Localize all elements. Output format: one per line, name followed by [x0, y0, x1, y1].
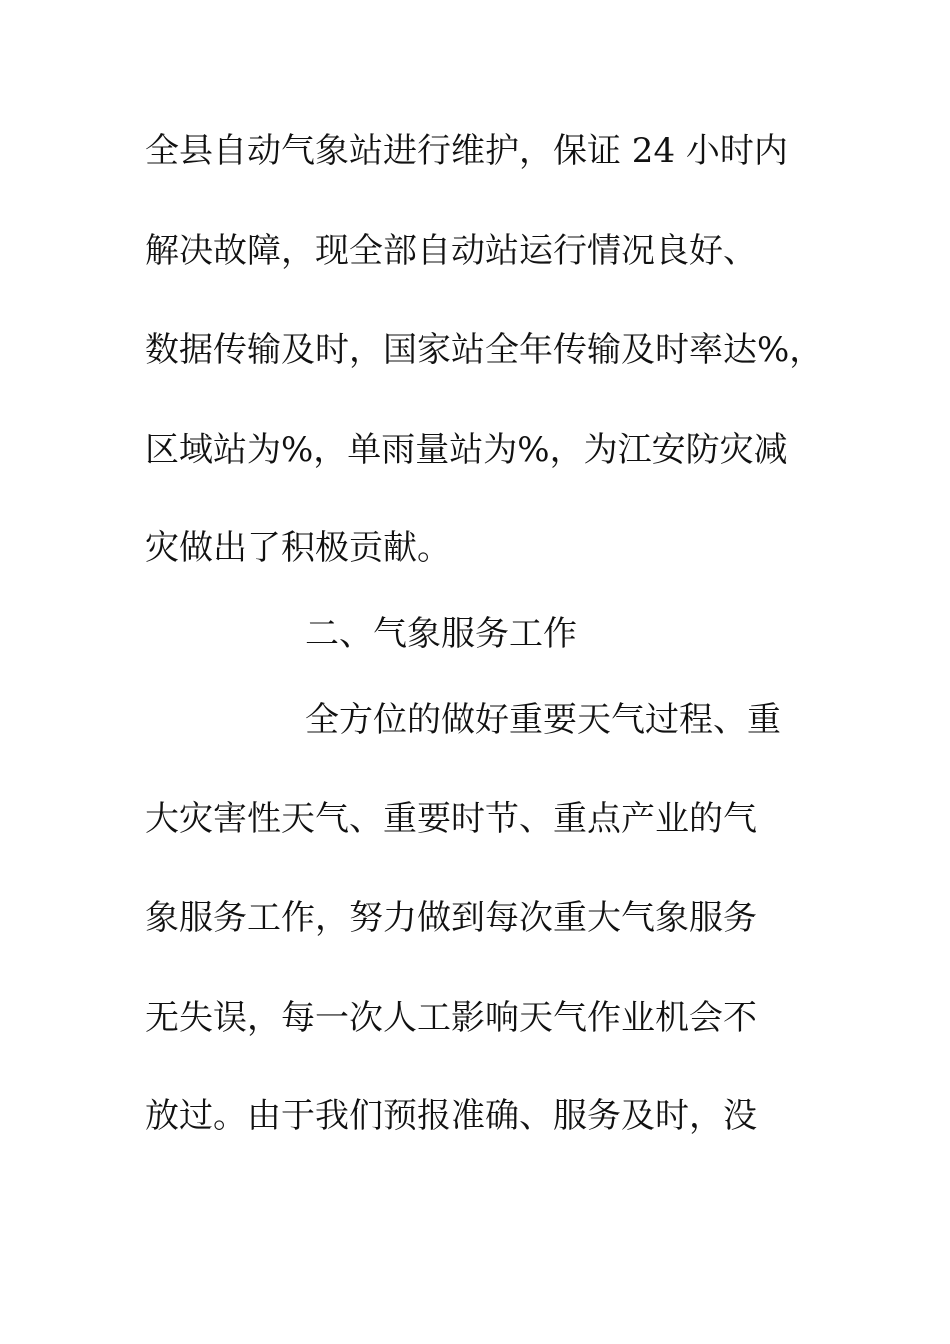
text-line: 解决故障，现全部自动站运行情况良好、	[145, 231, 757, 271]
paragraph-line: 象服务工作，努力做到每次重大气象服务	[145, 898, 757, 938]
paragraph-line: 无失误，每一次人工影响天气作业机会不	[145, 998, 757, 1038]
paragraph-line: 放过。由于我们预报准确、服务及时，没	[145, 1096, 757, 1136]
text-line: 灾做出了积极贡献。	[145, 528, 451, 568]
section-heading: 二、气象服务工作	[305, 614, 577, 654]
text-line: 数据传输及时，国家站全年传输及时率达%，	[145, 330, 824, 370]
paragraph-line: 全方位的做好重要天气过程、重	[305, 700, 781, 740]
text-line: 全县自动气象站进行维护，保证 24 小时内	[145, 131, 788, 171]
paragraph-line: 大灾害性天气、重要时节、重点产业的气	[145, 799, 757, 839]
text-line: 区域站为%，单雨量站为%，为江安防灾减	[145, 430, 788, 470]
